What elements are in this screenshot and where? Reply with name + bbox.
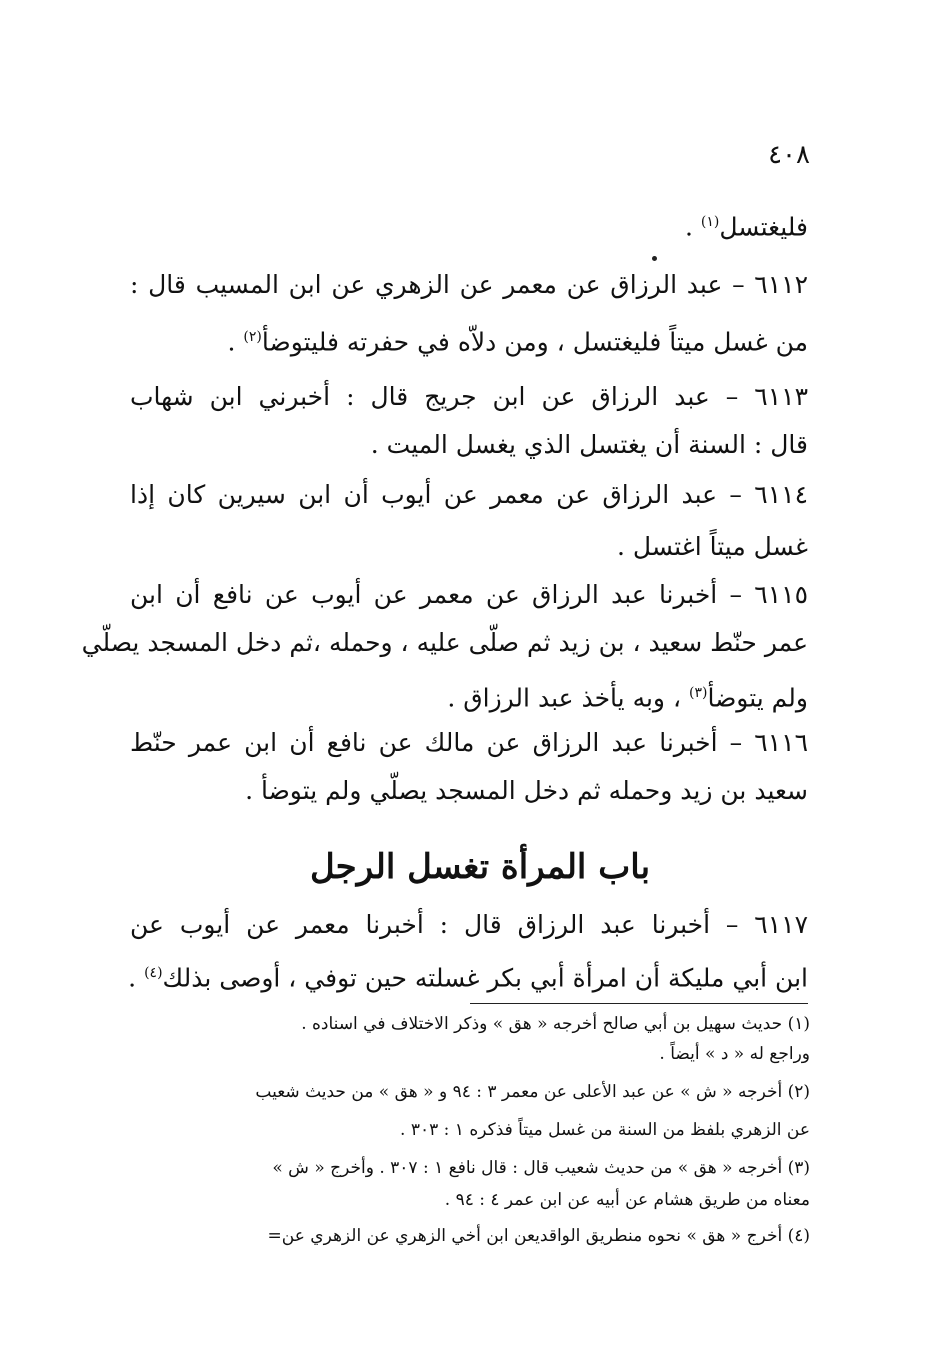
entry-6113-line-1: ٦١١٣ – عبد الرزاق عن ابن جريج قال : أخبرني ابن شهاب [130, 382, 808, 411]
entry-6116-line-2: سعيد بن زيد وحمله ثم دخل المسجد يصلّي ولم يتوضأ . [245, 776, 808, 805]
footnote-divider [470, 1003, 808, 1004]
footnote-3-line-1: (٣) أخرجه « هق » من حديث شعيب قال : قال نافع ١ : ٣٠٧ . وأخرج « ش » [272, 1158, 810, 1178]
entry-6113-line-2: قال : السنة أن يغتسل الذي يغسل الميت . [370, 430, 808, 459]
entry-6117-text: ابن أبي مليكة أن امرأة أبي بكر غسلته حين توفي ، أوصى بذلك [162, 963, 808, 993]
entry-6115-line-2: عمر حنّط سعيد ، بن زيد ثم صلّى عليه ، وحمله ،ثم دخل المسجد يصلّي [81, 628, 808, 657]
opening-text: فليغتسل [719, 212, 808, 242]
ink-dot [652, 256, 657, 261]
opening-line [130, 205, 808, 244]
footnote-4-line-1: (٤) أخرج « هق » نحوه منطريق الواقديعن ابن أخي الزهري عن الزهري عن= [267, 1226, 810, 1246]
chapter-title: باب المرأة تغسل الرجل [309, 847, 651, 887]
entry-6115-line-3 [130, 676, 808, 715]
entry-6114-line-1: ٦١١٤ – عبد الرزاق عن معمر عن أيوب أن ابن سيرين كان إذا [130, 480, 808, 509]
footnote-2-line-2: عن الزهري بلفظ من السنة من غسل ميتاً فذكره ١ : ٣٠٣ . [400, 1120, 810, 1140]
footnote-1-line-1: (١) حديث سهيل بن أبي صالح أخرجه « هق » وذكر الاختلاف في اسناده . [301, 1014, 810, 1034]
entry-6117-line-1: ٦١١٧ – أخبرنا عبد الرزاق قال : أخبرنا معمر عن أيوب عن [130, 910, 808, 939]
entry-6112-line-2 [130, 320, 808, 359]
footnote-ref-1: (١) [700, 214, 720, 230]
footnote-ref-2: (٢) [243, 329, 262, 345]
entry-6112-end: . [227, 327, 236, 357]
page-number: ٤٠٨ [768, 140, 810, 170]
entry-6117-end: . [128, 963, 137, 993]
entry-6112-text: من غسل ميتاً فليغتسل ، ومن دلاّه في حفرته فليتوضأ [261, 327, 808, 357]
footnote-ref-3: (٣) [688, 685, 708, 701]
entry-6117-line-2 [130, 956, 808, 995]
entry-6115-line-1: ٦١١٥ – أخبرنا عبد الرزاق عن معمر عن أيوب عن نافع أن ابن [130, 580, 808, 609]
opening-end: . [685, 212, 693, 242]
entry-6115-text: ولم يتوضأ [707, 683, 808, 713]
footnote-1-line-2: وراجع له « د » أيضاً . [659, 1044, 810, 1064]
entry-6115-end: ، وبه يأخذ عبد الرزاق . [447, 683, 682, 713]
entry-6114-line-2: غسل ميتاً اغتسل . [617, 532, 808, 561]
footnote-ref-4: (٤) [144, 965, 163, 981]
footnote-2-line-1: (٢) أخرجه « ش » عن عبد الأعلى عن معمر ٣ : ٩٤ و « هق » من حديث شعيب [255, 1082, 810, 1102]
entry-6112-line-1: ٦١١٢ – عبد الرزاق عن معمر عن الزهري عن ابن المسيب قال : [130, 270, 808, 299]
footnote-3-line-2: معناه من طريق هشام عن أبيه عن ابن عمر ٤ : ٩٤ . [444, 1190, 810, 1210]
entry-6116-line-1: ٦١١٦ – أخبرنا عبد الرزاق عن مالك عن نافع أن ابن عمر حنّط [130, 728, 808, 757]
